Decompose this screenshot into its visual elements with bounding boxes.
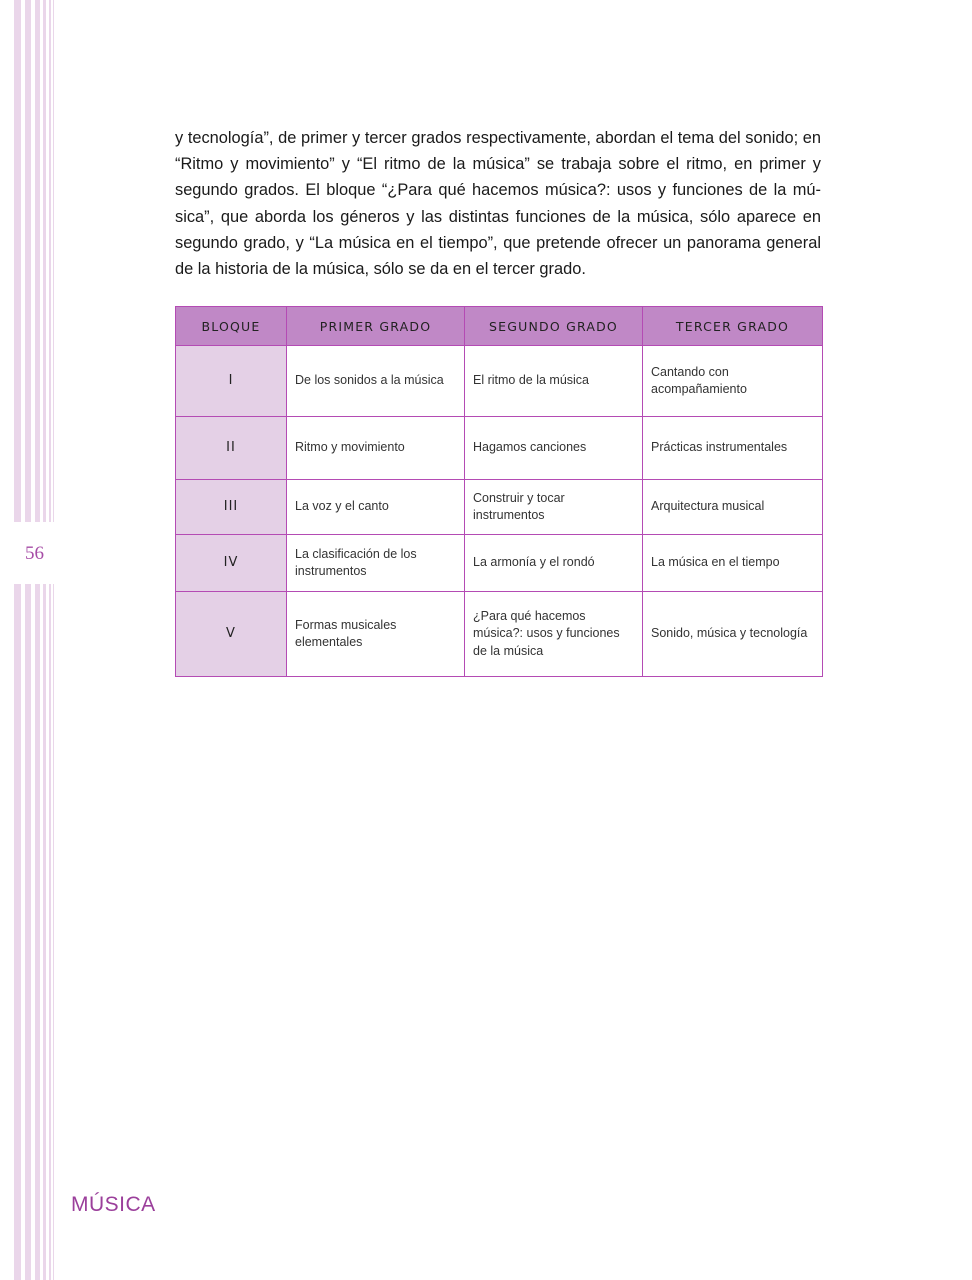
table-row: [176, 535, 823, 592]
segundo-grado-cell: La armonía y el rondó: [465, 535, 643, 592]
table-row: [176, 346, 823, 417]
primer-grado-cell: Formas musicales elementales: [287, 592, 465, 677]
tercer-grado-cell: Prácticas instrumentales: [643, 417, 823, 480]
margin-stripe: [49, 0, 51, 1280]
blocks-table: [175, 306, 823, 677]
tercer-grado-cell: Cantando con acompañamiento: [643, 346, 823, 417]
header-bloque: BLOQUE: [176, 307, 287, 346]
tercer-grado-cell: Arquitectura musical: [643, 480, 823, 535]
page-number: 56: [25, 543, 44, 564]
header-primer-grado: PRIMER GRADO: [287, 307, 465, 346]
header-tercer-grado: TERCER GRADO: [643, 307, 823, 346]
segundo-grado-cell: Construir y tocar instrumentos: [465, 480, 643, 535]
tercer-grado-cell: La música en el tiempo: [643, 535, 823, 592]
segundo-grado-cell: ¿Para qué hacemos música?: usos y funciones de la música: [465, 592, 643, 677]
primer-grado-cell: La clasificación de los instrumentos: [287, 535, 465, 592]
block-number: V: [176, 592, 287, 677]
segundo-grado-cell: Hagamos canciones: [465, 417, 643, 480]
table-row: [176, 417, 823, 480]
margin-stripe: [35, 0, 40, 1280]
margin-stripe: [14, 0, 21, 1280]
segundo-grado-cell: El ritmo de la música: [465, 346, 643, 417]
margin-stripe: [53, 0, 54, 1280]
table-row: [176, 592, 823, 677]
primer-grado-cell: La voz y el canto: [287, 480, 465, 535]
primer-grado-cell: Ritmo y movimiento: [287, 417, 465, 480]
block-number: IV: [176, 535, 287, 592]
body-paragraph: y tecnología”, de primer y tercer grados respectivamente, abordan el tema del sonido; en “Ritmo y movimiento” y “El ritmo de la música” se trabaja sobre el ritmo, en primer y segundo grados. El bloque “¿Para qué hacemos música?: usos y funciones de la música”, que aborda los géneros y las distintas funciones de la música, sólo aparece en segundo grado, y “La música en el tiempo”, que pretende ofrecer un panorama general de la historia de la música, sólo se da en el tercer grado.: [175, 129, 821, 279]
table-row: [176, 480, 823, 535]
table-header-row: [176, 307, 823, 346]
block-number: III: [176, 480, 287, 535]
block-number: I: [176, 346, 287, 417]
tercer-grado-cell: Sonido, música y tecnología: [643, 592, 823, 677]
header-segundo-grado: SEGUNDO GRADO: [465, 307, 643, 346]
block-number: II: [176, 417, 287, 480]
primer-grado-cell: De los sonidos a la música: [287, 346, 465, 417]
margin-stripe: [25, 0, 31, 1280]
subject-footer: MÚSICA: [71, 1193, 156, 1216]
margin-stripe: [43, 0, 46, 1280]
